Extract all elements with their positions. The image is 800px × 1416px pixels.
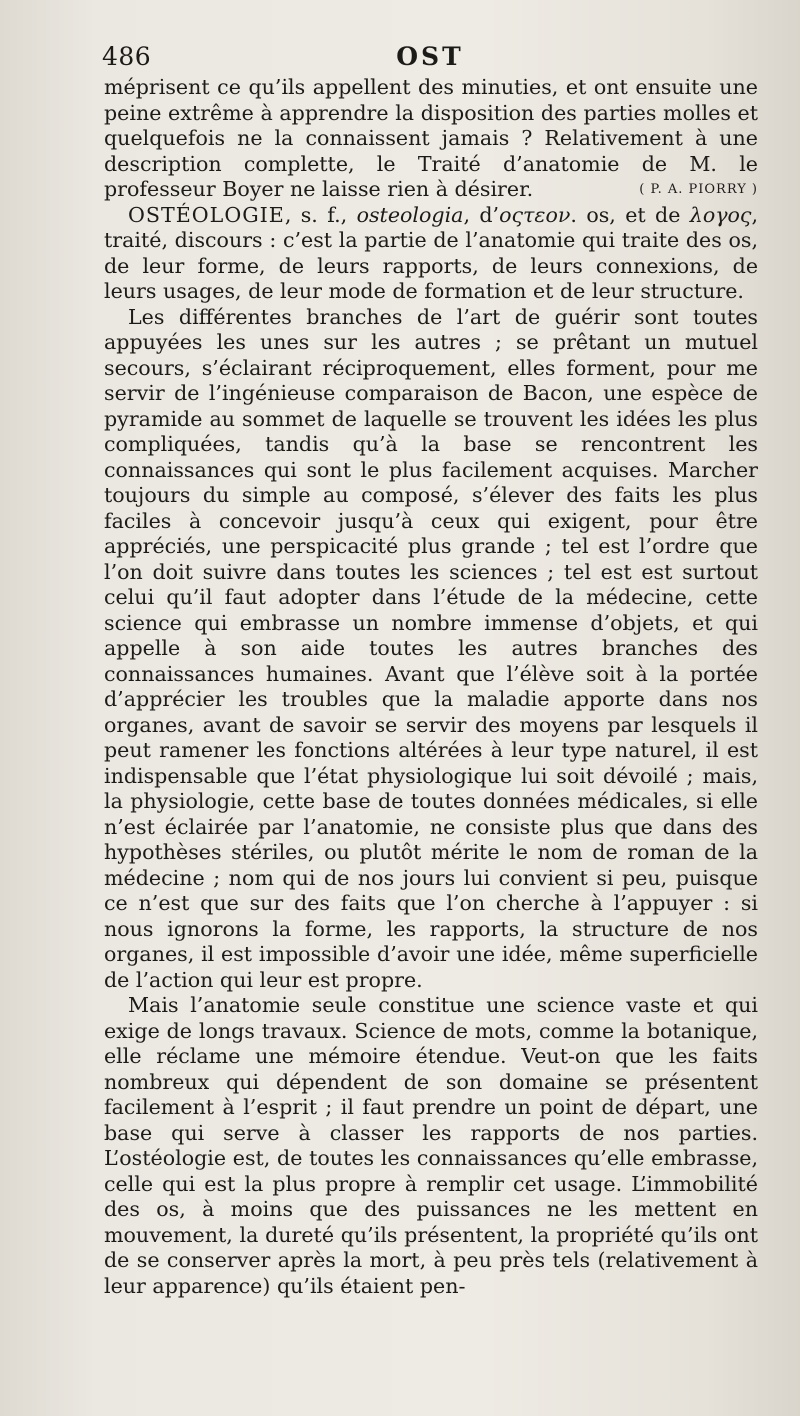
entry-latin: osteologia — [356, 202, 464, 227]
entry-grammar: , s. f., — [284, 202, 357, 227]
entry-connector: , d’ — [463, 202, 500, 227]
entry-osteologie — [104, 203, 758, 305]
page-header — [100, 40, 760, 72]
page-number: 486 — [102, 42, 152, 71]
body-text — [104, 75, 758, 1299]
author-signature: ( P. A. PIORRY ) — [639, 182, 758, 197]
entry-headword: OSTÉOLOGIE — [128, 202, 285, 227]
entry-greek-osteon: οςτεον — [499, 202, 571, 227]
entry-greek-logos: λογος — [689, 202, 752, 227]
paragraph-text: Mais l’anatomie seule constitue une science vaste et qui exige de longs travaux. Science de mots, comme la botanique, elle réclame une mémoire étendue. Veut-on que les faits nombreux qui dépendent de son domaine se présentent facilement à l’esprit ; il faut prendre un point de départ, une base qui serve à classer les rapports de nos parties. L’ostéologie est, de toutes les connaissances qu’elle embrasse, celle qui est la plus propre à remplir cet usage. L’immobilité des os, à moins que des puissances ne les mettent en mouvement, la dureté qu’ils présentent, la propriété qu’ils ont de se conserver après la mort, à peu près tels (relativement à leur apparence) qu’ils étaient pen- — [104, 993, 758, 1298]
paragraph-continued — [104, 75, 758, 203]
running-head: OST — [396, 42, 464, 71]
entry-definition: , traité, discours : c’est la partie de l’anatomie qui traite des os, de leur forme, de leurs rapports, de leurs connexions, de leurs usages, de leur mode de formation et de leur structure. — [104, 202, 759, 303]
entry-mid: . os, et de — [570, 202, 690, 227]
paragraph-text: Les différentes branches de l’art de guérir sont toutes appuyées les unes sur les autres ; se prêtant un mutuel secours, s’éclairant réciproquement, elles forment, pour me servir de l’ingénieuse comparaison de Bacon, une espèce de pyramide au sommet de laquelle se trouvent les idées les plus compliquées, tandis qu’à la base se rencontrent les connaissances qui sont le plus facilement acquises. Marcher toujours du simple au composé, s’élever des faits les plus faciles à concevoir jusqu’à ceux qui exigent, pour être appréciés, une perspicacité plus grande ; tel est l’ordre que l’on doit suivre dans toutes les sciences ; tel est est surtout celui qu’il faut adopter dans l’étude de la médecine, cette science qui embrasse un nombre immense d’objets, et qui appelle à son aide toutes les autres branches des connaissances humaines. Avant que l’élève soit à la portée d’apprécier les troubles que la maladie apporte dans nos organes, avant de savoir se servir des moyens par lesquels il peut ramener les fonctions altérées à leur type naturel, il est indispensable que l’état physiologique lui soit dévoilé ; mais, la physiologie, cette base de toutes données médicales, si elle n’est éclairée par l’anatomie, ne consiste plus que dans des hypothèses stériles, ou plutôt mérite le nom de roman de la médecine ; nom qui de nos jours lui convient si peu, puisque ce n’est que sur des faits que l’on cherche à l’appuyer : si nous ignorons la forme, les rapports, la structure de nos organes, il est impossible d’avoir une idée, même superficielle de l’action qui leur est propre. — [104, 304, 758, 992]
paragraph-text: méprisent ce qu’ils appellent des minuties, et ont ensuite une peine extrême à apprendre la disposition des parties molles et quelquefois ne la connaissent jamais ? Relativement à une description complette, le Traité d’anatomie de M. le professeur Boyer ne laisse rien à désirer. — [104, 75, 758, 201]
paragraph-anatomy — [104, 993, 758, 1299]
paragraph-branches — [104, 305, 758, 994]
